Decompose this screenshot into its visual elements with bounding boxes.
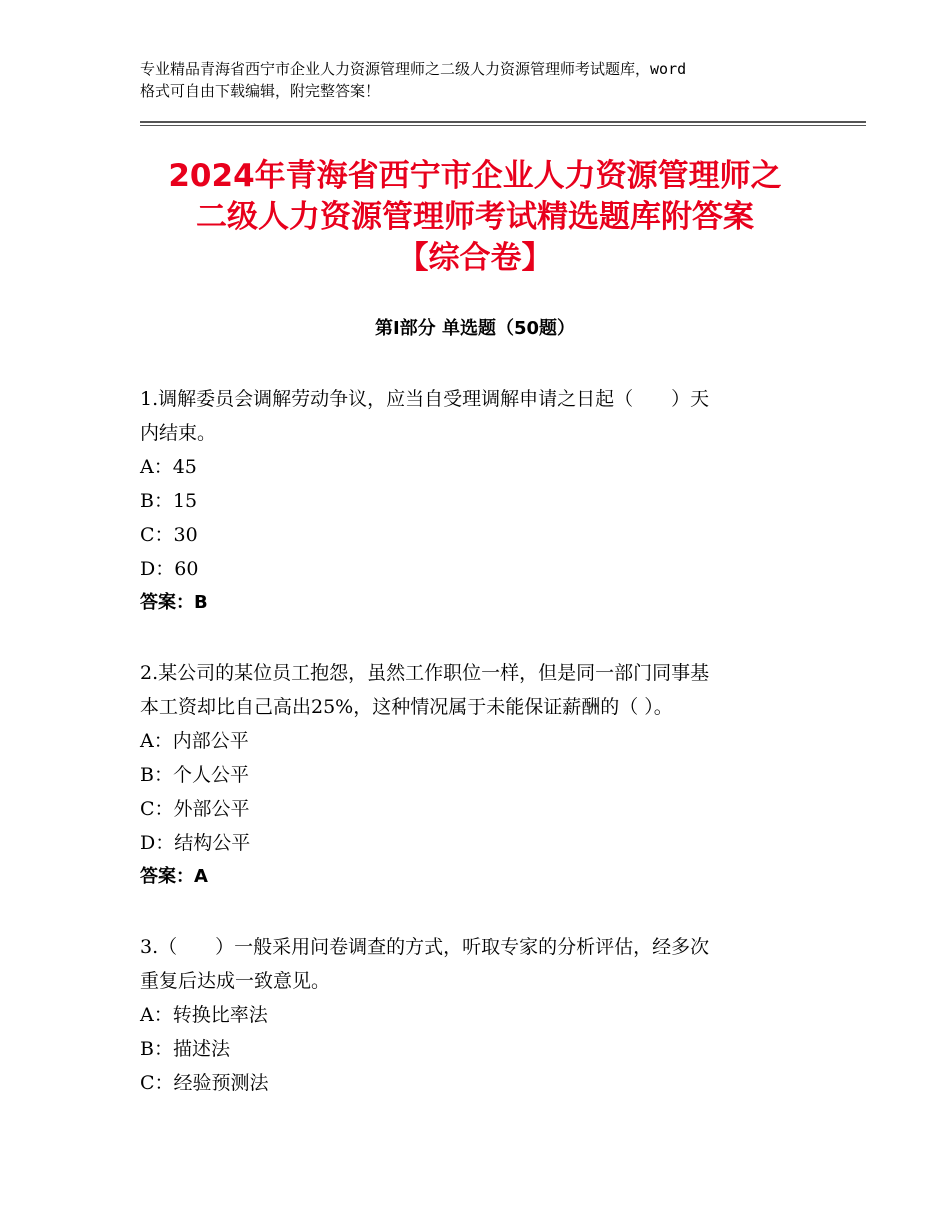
question-stem-line: 3.（ ）一般采用问卷调查的方式，听取专家的分析评估，经多次 (140, 936, 710, 958)
question-stem-line: 重复后达成一致意见。 (140, 970, 331, 992)
question-stem-line: 2.某公司的某位员工抱怨，虽然工作职位一样，但是同一部门同事基 (140, 662, 710, 684)
option-a: A：45 (140, 456, 197, 478)
option-b: B：个人公平 (140, 764, 249, 786)
header-rule-thin (140, 125, 866, 126)
question-stem-line: 本工资却比自己高出25%，这种情况属于未能保证薪酬的（ ）。 (140, 696, 673, 718)
document-title (100, 156, 850, 279)
option-b: B：15 (140, 490, 198, 512)
header-note-line-1: 专业精品青海省西宁市企业人力资源管理师之二级人力资源管理师考试题库，word (140, 60, 687, 78)
question-2 (140, 656, 820, 894)
question-stem (140, 656, 820, 724)
header-rule-thick (140, 121, 866, 123)
option-c: C：30 (140, 524, 198, 546)
document-title-line-2: 二级人力资源管理师考试精选题库附答案 (196, 199, 754, 235)
option-c: C：经验预测法 (140, 1072, 269, 1094)
option-b: B：描述法 (140, 1038, 230, 1060)
document-title-line-3: 【综合卷】 (397, 240, 553, 276)
answer: 答案：A (140, 866, 208, 887)
question-1 (140, 382, 820, 620)
option-d: D：结构公平 (140, 832, 251, 854)
option-a: A：内部公平 (140, 730, 249, 752)
option-a: A：转换比率法 (140, 1004, 268, 1026)
answer: 答案：B (140, 592, 208, 613)
question-stem (140, 382, 820, 450)
section-title: 第Ⅰ部分 单选题（50题） (374, 318, 575, 339)
document-title-line-1: 2024年青海省西宁市企业人力资源管理师之 (168, 158, 782, 194)
option-d: D：60 (140, 558, 199, 580)
question-stem (140, 930, 820, 998)
header-note-line-2: 格式可自由下载编辑，附完整答案！ (140, 82, 381, 100)
header-note (140, 58, 830, 102)
question-stem-line: 内结束。 (140, 422, 217, 444)
question-3 (140, 930, 820, 1100)
question-stem-line: 1.调解委员会调解劳动争议，应当自受理调解申请之日起（ ）天 (140, 388, 710, 410)
question-list (140, 382, 820, 1136)
option-c: C：外部公平 (140, 798, 250, 820)
